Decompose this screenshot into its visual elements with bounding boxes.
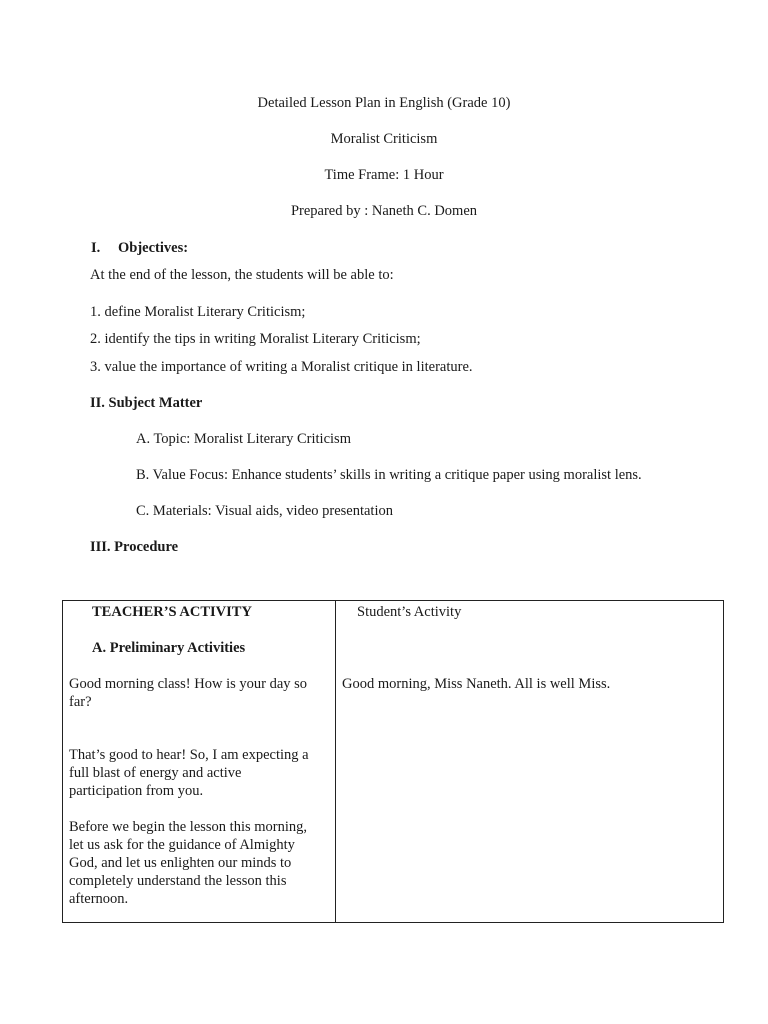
teacher-energy-line-2: full blast of energy and active (69, 765, 242, 781)
objective-item-2: 2. identify the tips in writing Moralist Literary Criticism; (90, 331, 421, 347)
teacher-prayer-line-5: afternoon. (69, 891, 129, 907)
objective-item-1: 1. define Moralist Literary Criticism; (90, 304, 306, 320)
procedure-table (62, 600, 724, 923)
teacher-prayer-line-4: completely understand the lesson this (69, 873, 287, 889)
objectives-heading: Objectives: (118, 240, 189, 256)
teacher-greeting-line-2: far? (69, 694, 92, 710)
subject-materials: C. Materials: Visual aids, video presentation (136, 503, 393, 519)
teacher-activity-column (63, 601, 336, 923)
teacher-energy-line-3: participation from you. (69, 783, 204, 799)
subject-topic: A. Topic: Moralist Literary Criticism (136, 431, 351, 447)
document-title: Detailed Lesson Plan in English (Grade 10) (257, 95, 511, 111)
student-activity-column (336, 601, 724, 923)
teacher-prayer-line-2: let us ask for the guidance of Almighty (69, 837, 295, 853)
subject-matter-heading: II. Subject Matter (90, 395, 203, 411)
preliminary-activities-heading: A. Preliminary Activities (92, 640, 246, 656)
procedure-heading: III. Procedure (90, 539, 179, 555)
table-row (63, 601, 724, 923)
document-subtitle: Moralist Criticism (330, 131, 438, 147)
subject-value-focus: B. Value Focus: Enhance students’ skills in writing a critique paper using moralist lens. (136, 467, 642, 483)
teacher-prayer-line-1: Before we begin the lesson this morning, (69, 819, 307, 835)
student-greeting-reply: Good morning, Miss Naneth. All is well Miss. (342, 676, 611, 692)
time-frame: Time Frame: 1 Hour (324, 167, 444, 183)
student-activity-header: Student’s Activity (357, 604, 462, 620)
objectives-intro: At the end of the lesson, the students will be able to: (90, 267, 394, 283)
teacher-energy-line-1: That’s good to hear! So, I am expecting a (69, 747, 309, 763)
objective-item-3: 3. value the importance of writing a Moralist critique in literature. (90, 359, 473, 375)
teacher-prayer-line-3: God, and let us enlighten our minds to (69, 855, 292, 871)
objectives-number: I. (91, 240, 101, 256)
teacher-activity-header: TEACHER’S ACTIVITY (92, 604, 252, 620)
teacher-greeting-line-1: Good morning class! How is your day so (69, 676, 308, 692)
prepared-by: Prepared by : Naneth C. Domen (290, 203, 478, 219)
